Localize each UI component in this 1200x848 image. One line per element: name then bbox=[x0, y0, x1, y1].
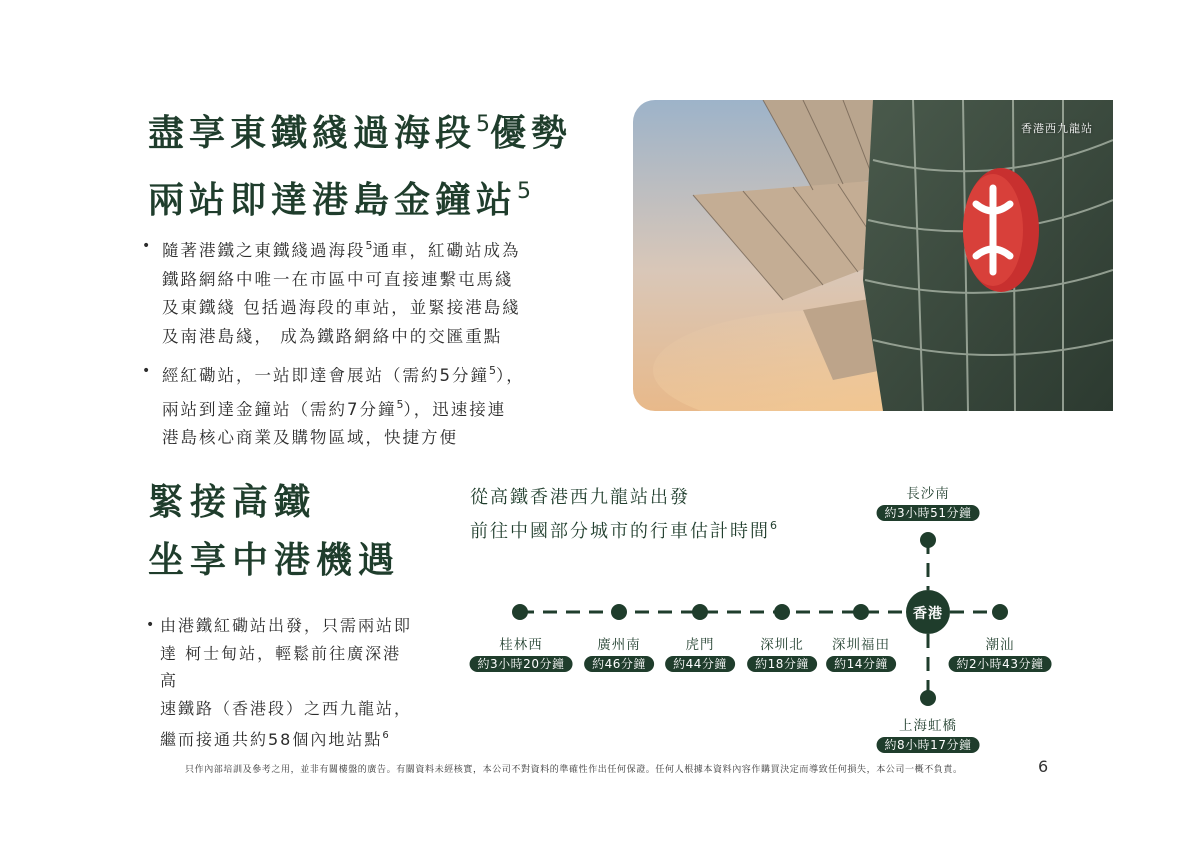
title-text: 盡享東鐵綫過海段 bbox=[148, 113, 477, 154]
station-dot-shanghaihongqiao bbox=[920, 690, 936, 706]
bullet-line: 達 柯士甸站，輕鬆前往廣深港高 bbox=[160, 643, 402, 690]
bullet-line: 及南港島綫， 成為鐵路網絡中的交匯重點 bbox=[162, 326, 503, 346]
title-text: 兩站即達港島金鐘站 bbox=[148, 180, 518, 221]
city-name: 桂林西 bbox=[499, 637, 543, 653]
bullet-line: 及東鐵綫 包括過海段的車站，並緊接港島綫 bbox=[162, 298, 521, 317]
footnote-ref: 5 bbox=[476, 112, 491, 137]
rail-map-title-line1: 從高鐵香港西九龍站出發 bbox=[470, 487, 690, 508]
bullet-icon: • bbox=[146, 617, 157, 633]
bullet-line: 由港鐵紅磡站出發，只需兩站即 bbox=[160, 616, 413, 635]
station-dot-shenzhenbei bbox=[774, 604, 790, 620]
city-time-badge: 約8小時17分鐘 bbox=[877, 737, 980, 753]
city-humen bbox=[665, 637, 735, 672]
city-time-badge: 約18分鐘 bbox=[747, 656, 817, 672]
city-name: 廣州南 bbox=[597, 637, 641, 653]
page-number: 6 bbox=[1038, 757, 1049, 776]
footnote-ref: 5 bbox=[396, 397, 404, 411]
bullet-icon: • bbox=[142, 363, 153, 379]
bullet-line: 鐵路網絡中唯一在市區中可直接連繫屯馬綫 bbox=[162, 269, 514, 289]
footnote-ref: 5 bbox=[489, 364, 496, 377]
city-shanghaihongqiao bbox=[877, 718, 980, 753]
city-time-badge: 約44分鐘 bbox=[665, 656, 735, 672]
city-shenzhenfutian bbox=[826, 637, 896, 672]
footnote-ref: 5 bbox=[517, 179, 532, 204]
text: 通車，紅磡站成為 bbox=[372, 241, 521, 260]
city-guilinxi bbox=[470, 637, 573, 672]
city-time-badge: 約46分鐘 bbox=[584, 656, 654, 672]
station-dot-shenzhenfutian bbox=[853, 604, 869, 620]
station-dot-guangzhounan bbox=[611, 604, 627, 620]
station-dot-guilinxi bbox=[512, 604, 528, 620]
text: 經紅磡站，一站即達會展站（需約5分鐘 bbox=[162, 366, 489, 385]
city-name: 長沙南 bbox=[906, 486, 950, 502]
bullet-icon: • bbox=[142, 238, 153, 254]
city-name: 上海虹橋 bbox=[899, 718, 957, 734]
text: 前往中國部分城市的行車估計時間 bbox=[470, 521, 770, 542]
section2-title-line1: 緊接高鐵 bbox=[148, 482, 317, 523]
text: 兩站到達金鐘站（需約7分鐘 bbox=[162, 399, 397, 419]
hub-label: 香港 bbox=[913, 606, 943, 622]
city-changshanan bbox=[877, 486, 980, 521]
station-dot-humen bbox=[692, 604, 708, 620]
city-chaoshan bbox=[949, 637, 1052, 672]
text: ）， bbox=[496, 366, 525, 385]
text: ），迅速接連 bbox=[403, 399, 507, 419]
footnote-ref: 6 bbox=[770, 519, 777, 532]
bullet-line: 港島核心商業及購物區域，快捷方便 bbox=[162, 428, 458, 447]
city-name: 深圳福田 bbox=[832, 637, 890, 653]
text: 隨著港鐵之東鐵綫過海段 bbox=[162, 241, 366, 260]
city-name: 虎門 bbox=[685, 637, 715, 653]
text: 繼而接通共約58個內地站點 bbox=[160, 730, 383, 749]
footnote-ref: 5 bbox=[365, 239, 373, 252]
city-name: 潮汕 bbox=[985, 637, 1015, 653]
city-name: 深圳北 bbox=[760, 637, 804, 653]
city-guangzhounan bbox=[584, 637, 654, 672]
bullet-line: 速鐵路（香港段）之西九龍站， bbox=[160, 698, 413, 718]
city-time-badge: 約14分鐘 bbox=[826, 656, 896, 672]
section2-title-line2: 坐享中港機遇 bbox=[148, 540, 401, 581]
city-time-badge: 約3小時20分鐘 bbox=[470, 656, 573, 672]
city-time-badge: 約3小時51分鐘 bbox=[877, 505, 980, 521]
city-time-badge: 約2小時43分鐘 bbox=[949, 656, 1052, 672]
footnote-ref: 6 bbox=[382, 730, 389, 741]
title-text: 優勢 bbox=[490, 113, 573, 154]
station-dot-changshanan bbox=[920, 532, 936, 548]
photo-caption: 香港西九龍站 bbox=[1021, 122, 1093, 135]
city-shenzhenbei bbox=[747, 637, 817, 672]
disclaimer: 只作內部培訓及參考之用，並非有關樓盤的廣告。有關資料未經核實，本公司不對資料的準確性作出任何保證。任何人根據本資料內容作購買決定而導致任何損失，本公司一概不負責。 bbox=[185, 765, 963, 775]
station-dot-chaoshan bbox=[992, 604, 1008, 620]
